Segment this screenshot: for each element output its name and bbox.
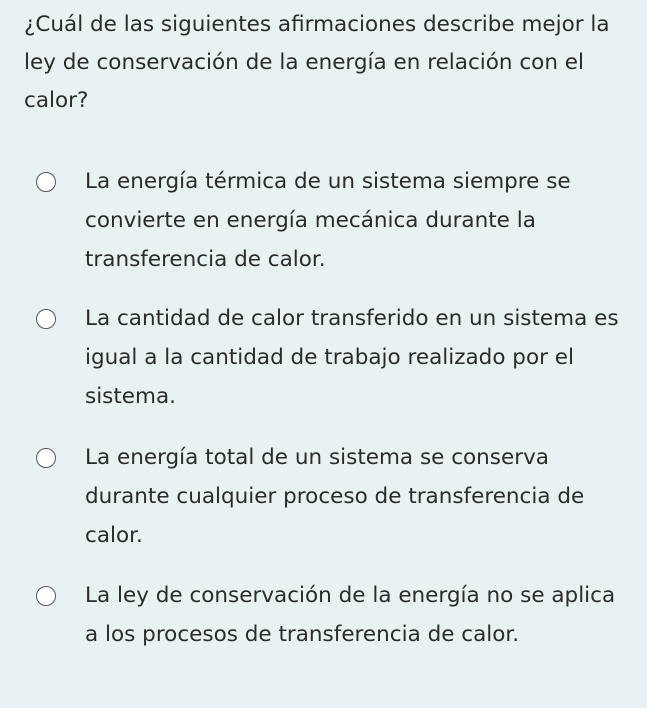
- radio-button-icon[interactable]: [36, 586, 56, 606]
- answer-option-label[interactable]: La energía total de un sistema se conserva durante cualquier proceso de transferencia de calor.: [85, 445, 585, 548]
- answer-option-label[interactable]: La ley de conservación de la energía no se aplica a los procesos de transferencia de calor.: [85, 583, 616, 647]
- radio-button-icon[interactable]: [36, 309, 56, 329]
- radio-button-icon[interactable]: [36, 172, 56, 192]
- question-text: ¿Cuál de las siguientes afirmaciones describe mejor la ley de conservación de la energía en relación con el calor?: [24, 12, 610, 113]
- answer-option-label[interactable]: La energía térmica de un sistema siempre se convierte en energía mecánica durante la transferencia de calor.: [85, 169, 571, 272]
- answer-option-label[interactable]: La cantidad de calor transferido en un sistema es igual a la cantidad de trabajo realizado por el sistema.: [85, 306, 619, 409]
- radio-button-icon[interactable]: [36, 448, 56, 468]
